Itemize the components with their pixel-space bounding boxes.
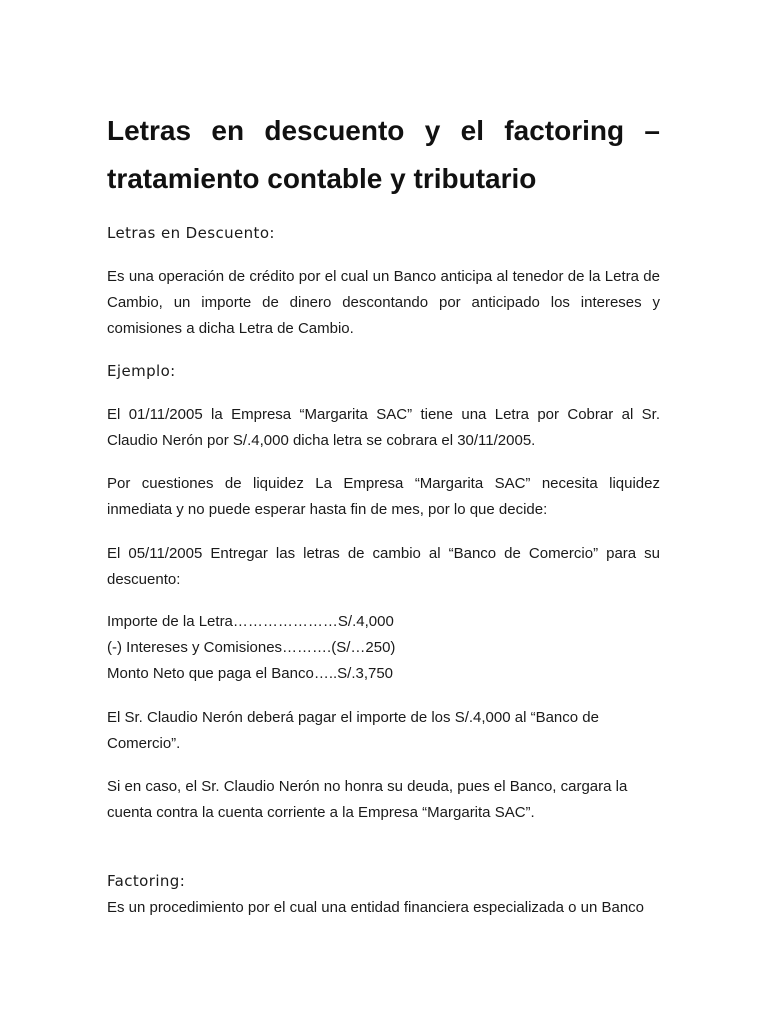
heading-text: Ejemplo [107, 362, 171, 380]
calc-line-intereses: (-) Intereses y Comisiones……….(S/…250) [107, 639, 396, 656]
heading-colon: : [269, 224, 275, 242]
calculation-block [107, 609, 660, 687]
ejemplo-paragraph-2: Por cuestiones de liquidez La Empresa “Margarita SAC” necesita liquidez inmediata y no puede esperar hasta fin de mes, por lo que decide: [107, 475, 660, 518]
heading-text: Letras en Descuento [107, 224, 270, 242]
document-title: Letras en descuento y el factoring – tratamiento contable y tributario [107, 115, 660, 194]
heading-ejemplo [107, 361, 176, 381]
factoring-paragraph-1: Es un procedimiento por el cual una entidad financiera especializada o un Banco [107, 899, 645, 916]
heading-colon: : [179, 872, 186, 890]
heading-factoring [107, 871, 185, 891]
heading-text: Factoring [107, 872, 180, 890]
ejemplo-paragraph-1: El 01/11/2005 la Empresa “Margarita SAC” tiene una Letra por Cobrar al Sr. Claudio Nerón por S/.4,000 dicha letra se cobrara el 30/11/2005. [107, 406, 660, 449]
calc-line-importe: Importe de la Letra…………………S/.4,000 [107, 613, 394, 630]
ejemplo-paragraph-5: Si en caso, el Sr. Claudio Nerón no honra su deuda, pues el Banco, cargara la cuenta contra la cuenta corriente a la Empresa “Margarita SAC”. [107, 778, 628, 821]
heading-colon: : [170, 362, 176, 380]
ejemplo-paragraph-3: El 05/11/2005 Entregar las letras de cambio al “Banco de Comercio” para su descuento: [107, 545, 660, 588]
heading-letras-en-descuento [107, 223, 275, 243]
calc-line-monto-neto: Monto Neto que paga el Banco…..S/.3,750 [107, 665, 394, 682]
ejemplo-paragraph-4: El Sr. Claudio Nerón deberá pagar el importe de los S/.4,000 al “Banco de Comercio”. [107, 709, 599, 752]
letras-definition-paragraph: Es una operación de crédito por el cual un Banco anticipa al tenedor de la Letra de Cambio, un importe de dinero descontando por anticipado los intereses y comisiones a dicha Letra de Cambio. [107, 268, 660, 337]
